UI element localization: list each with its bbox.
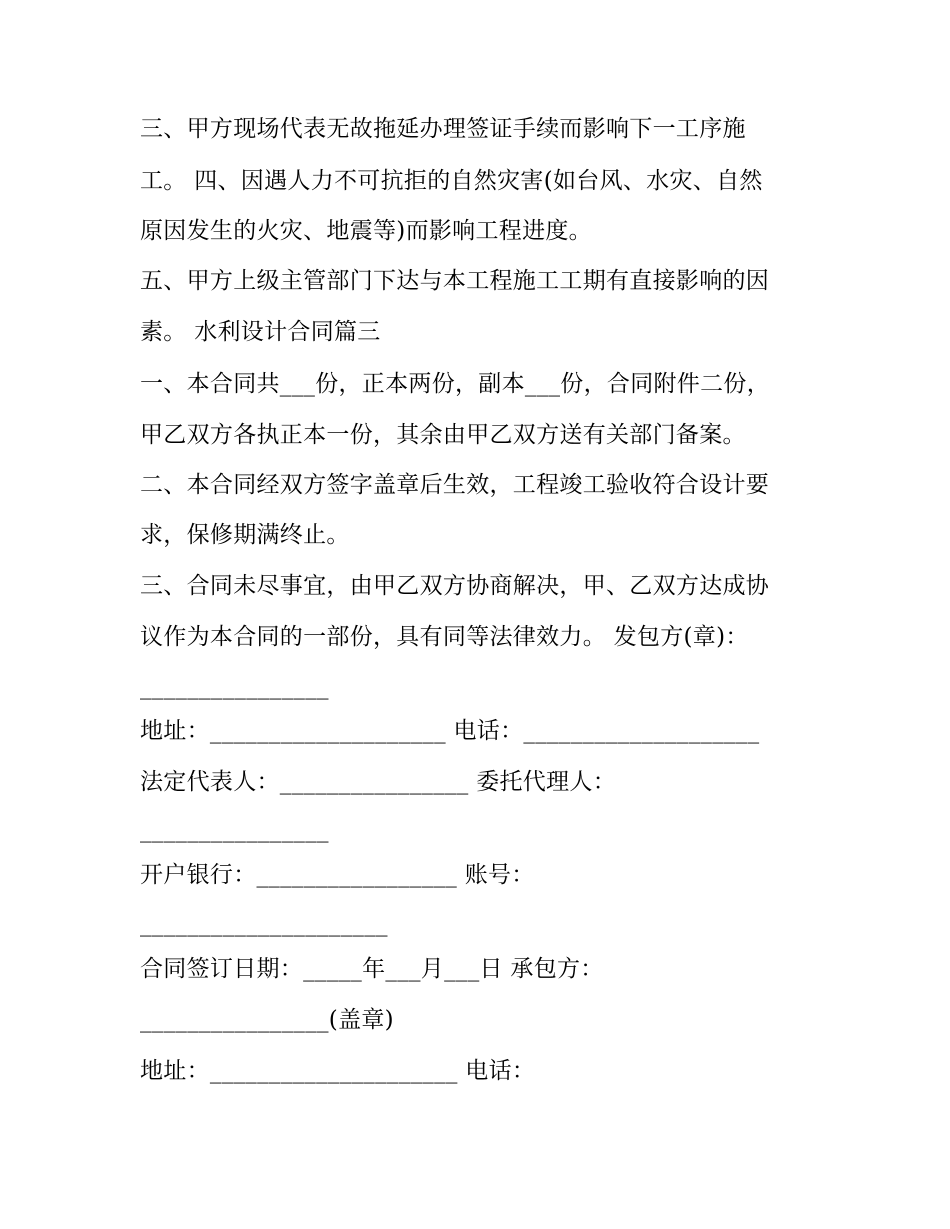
seal-line: ________________(盖章) xyxy=(140,1007,394,1033)
text-line-5: 素。 水利设计合同篇三 xyxy=(140,319,381,345)
text-line-8: 二、本合同经双方签字盖章后生效，工程竣工验收符合设计要 xyxy=(140,472,770,498)
contractor-address-phone-line: 地址：_____________________ 电话： xyxy=(140,1058,536,1084)
signature-blank-line: ________________ xyxy=(140,674,329,700)
text-line-6: 一、本合同共___份，正本两份，副本___份，合同附件二份， xyxy=(140,371,770,397)
text-line-4: 五、甲方上级主管部门下达与本工程施工工期有直接影响的因 xyxy=(140,268,770,294)
text-line-10: 三、合同未尽事宜，由甲乙双方协商解决，甲、乙双方达成协 xyxy=(140,573,770,599)
signing-date-line: 合同签订日期：_____年___月___日 承包方： xyxy=(140,956,604,982)
bank-account-line: 开户银行：_________________ 账号： xyxy=(140,862,535,888)
text-line-1: 三、甲方现场代表无故拖延办理签证手续而影响下一工序施 xyxy=(140,116,746,142)
text-line-9: 求，保修期满终止。 xyxy=(140,522,350,548)
text-line-7: 甲乙双方各执正本一份，其余由甲乙双方送有关部门备案。 xyxy=(140,422,746,448)
address-phone-line: 地址：____________________ 电话：____________________ xyxy=(140,718,760,744)
agent-blank-line: ________________ xyxy=(140,817,329,843)
text-line-2: 工。 四、因遇人力不可抗拒的自然灾害(如台风、水灾、自然 xyxy=(140,168,763,194)
legal-representative-line: 法定代表人：________________ 委托代理人： xyxy=(140,769,617,795)
account-blank-line: _____________________ xyxy=(140,911,388,937)
text-line-3: 原因发生的火灾、地震等)而影响工程进度。 xyxy=(140,218,592,244)
text-line-11: 议作为本合同的一部份，具有同等法律效力。 发包方(章)： xyxy=(140,624,749,650)
